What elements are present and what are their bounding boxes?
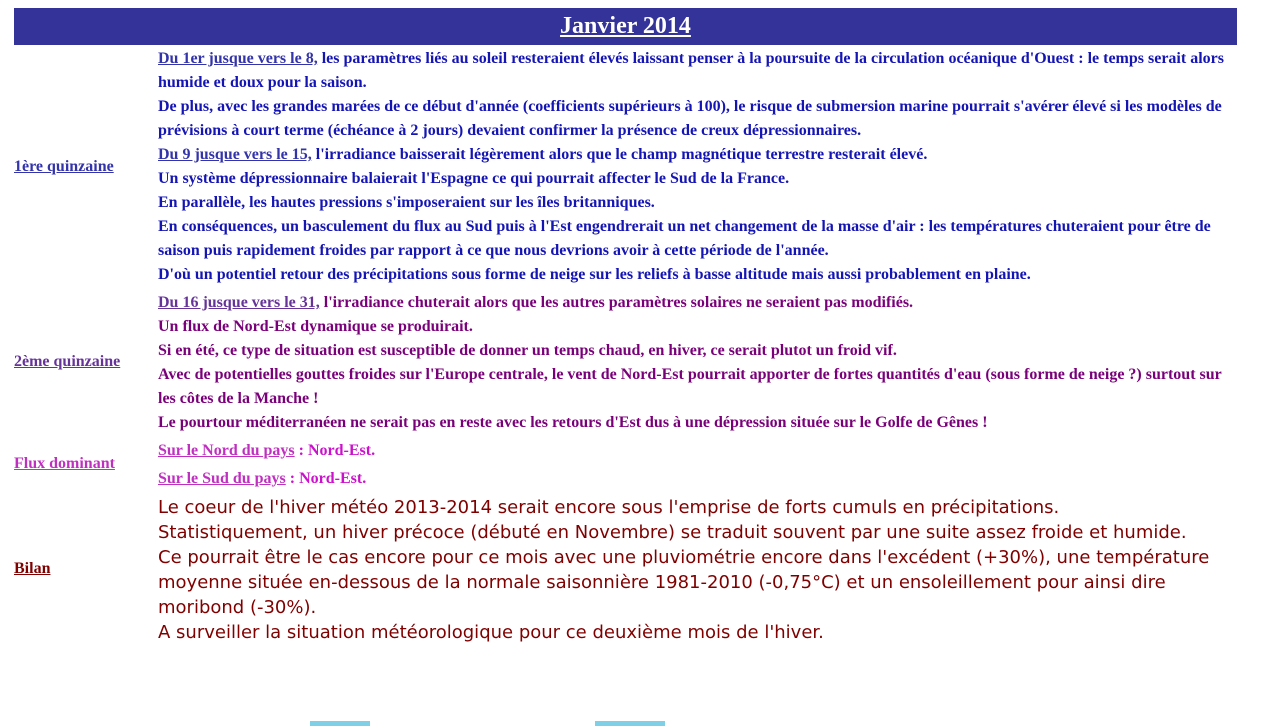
first-fortnight-content	[158, 47, 1237, 287]
paragraph: Du 1er jusque vers le 8, les paramètres liés au soleil resteraient élevés laissant penser à la poursuite de la circulation océanique d'Ouest : le temps serait alors humide et doux pour la saison.	[158, 50, 1224, 91]
paragraph: Un flux de Nord-Est dynamique se produirait.	[158, 318, 473, 335]
previous-section-fragment	[14, 0, 314, 5]
north-country-link[interactable]: Sur le Nord du pays	[158, 442, 295, 459]
paragraph: En conséquences, un basculement du flux au Sud puis à l'Est engendrerait un net changement de la masse d'air : les températures chuteraient pour être de saison puis rapidement froides par rapport à ce que nous devrions avoir à cette période de l'année.	[158, 218, 1211, 259]
bilan-row	[14, 493, 1237, 645]
forecast-table	[14, 47, 1237, 645]
flux-content	[158, 435, 1237, 493]
paragraph: Si en été, ce type de situation est susceptible de donner un temps chaud, en hiver, ce serait plutot un froid vif.	[158, 342, 897, 359]
paragraph: Avec de potentielles gouttes froides sur l'Europe centrale, le vent de Nord-Est pourrait apporter de fortes quantités d'eau (sous forme de neige ?) surtout sur les côtes de la Manche !	[158, 366, 1222, 407]
second-fortnight-label-cell	[14, 287, 158, 435]
paragraph: Du 9 jusque vers le 15, l'irradiance baisserait légèrement alors que le champ magnétique terrestre resterait élevé.	[158, 146, 928, 163]
flux-label-cell	[14, 435, 158, 493]
paragraph: Le coeur de l'hiver météo 2013-2014 serait encore sous l'emprise de forts cumuls en précipitations.	[158, 497, 1060, 518]
bilan-content	[158, 493, 1237, 645]
flux-north: Sur le Nord du pays : Nord-Est.	[158, 442, 376, 459]
paragraph: De plus, avec les grandes marées de ce début d'année (coefficients supérieurs à 100), le risque de submersion marine pourrait s'avérer élevé si les modèles de prévisions à court terme (échéance à 2 jours) devaient confirmer la présence de creux dépressionnaires.	[158, 98, 1222, 139]
page-title: Janvier 2014	[560, 13, 691, 39]
first-fortnight-link[interactable]: 1ère quinzaine	[14, 158, 114, 175]
south-country-link[interactable]: Sur le Sud du pays	[158, 470, 286, 487]
first-fortnight-label-cell	[14, 47, 158, 287]
next-section-fragment	[310, 721, 940, 726]
paragraph: Le pourtour méditerranéen ne serait pas en reste avec les retours d'Est dus à une dépression située sur le Golfe de Gênes !	[158, 414, 988, 431]
bilan-link[interactable]: Bilan	[14, 560, 51, 577]
month-title-banner	[14, 8, 1237, 45]
paragraph: Du 16 jusque vers le 31, l'irradiance chuterait alors que les autres paramètres solaires ne seraient pas modifiés.	[158, 294, 914, 311]
paragraph: En parallèle, les hautes pressions s'imposeraient sur les îles britanniques.	[158, 194, 655, 211]
second-fortnight-content	[158, 287, 1237, 435]
flux-dominant-link[interactable]: Flux dominant	[14, 455, 115, 472]
paragraph: D'où un potentiel retour des précipitations sous forme de neige sur les reliefs à basse altitude mais aussi probablement en plaine.	[158, 266, 1031, 283]
paragraph: Ce pourrait être le cas encore pour ce mois avec une pluviométrie encore dans l'excédent (+30%), une température moyenne située en-dessous de la normale saisonnière 1981-2010 (-0,75°C) et un ensoleillement pour ainsi dire moribond (-30%).	[158, 547, 1210, 618]
date-range-link-9-15[interactable]: Du 9 jusque vers le 15,	[158, 146, 312, 163]
flux-row	[14, 435, 1237, 493]
paragraph: Statistiquement, un hiver précoce (débuté en Novembre) se traduit souvent par une suite assez froide et humide.	[158, 522, 1187, 543]
bilan-label-cell	[14, 493, 158, 645]
flux-south: Sur le Sud du pays : Nord-Est.	[158, 470, 367, 487]
paragraph: A surveiller la situation météorologique pour ce deuxième mois de l'hiver.	[158, 622, 824, 643]
second-fortnight-link[interactable]: 2ème quinzaine	[14, 353, 121, 370]
first-fortnight-row	[14, 47, 1237, 287]
date-range-link-16-31[interactable]: Du 16 jusque vers le 31,	[158, 294, 320, 311]
second-fortnight-row	[14, 287, 1237, 435]
paragraph: Un système dépressionnaire balaierait l'Espagne ce qui pourrait affecter le Sud de la France.	[158, 170, 790, 187]
date-range-link-1-8[interactable]: Du 1er jusque vers le 8,	[158, 50, 318, 67]
